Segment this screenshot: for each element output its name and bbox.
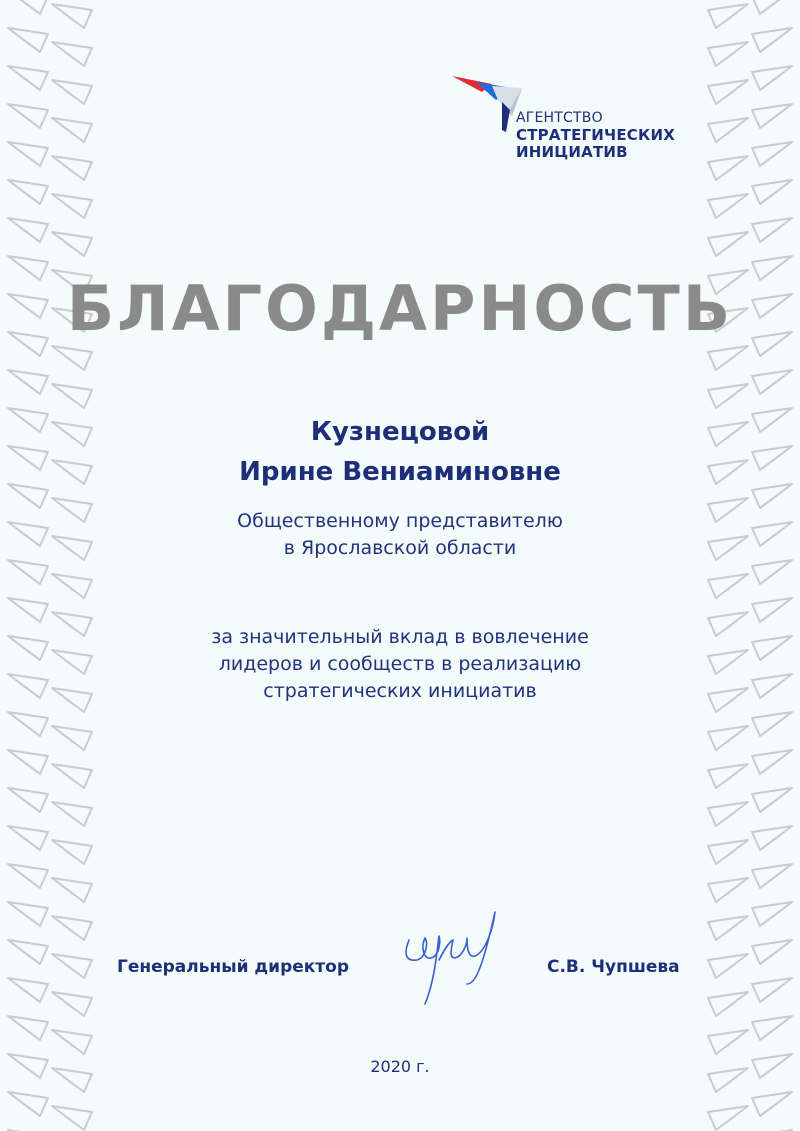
border-chevron xyxy=(52,4,92,28)
certificate-title: БЛАГОДАРНОСТЬ xyxy=(66,272,734,345)
border-chevron xyxy=(708,346,748,370)
border-chevron xyxy=(52,916,92,940)
border-chevron xyxy=(752,104,792,128)
border-chevron xyxy=(52,954,92,978)
border-chevron xyxy=(8,370,48,394)
border-chevron xyxy=(708,1106,748,1130)
border-chevron xyxy=(708,840,748,864)
decorative-border-left xyxy=(0,0,100,1131)
border-chevron xyxy=(708,1030,748,1054)
border-chevron xyxy=(52,346,92,370)
logo-line-agency: АГЕНТСТВО xyxy=(516,110,603,126)
border-chevron xyxy=(8,180,48,204)
border-chevron xyxy=(708,916,748,940)
logo-line-strategic: СТРАТЕГИЧЕСКИХ xyxy=(516,126,675,144)
border-chevron xyxy=(8,978,48,1002)
border-chevron xyxy=(52,764,92,788)
border-chevron xyxy=(708,878,748,902)
border-chevron xyxy=(752,66,792,90)
border-chevron xyxy=(752,598,792,622)
border-chevron xyxy=(752,1016,792,1040)
recipient-given-name: Ирине Вениаминовне xyxy=(239,457,561,487)
border-chevron xyxy=(752,180,792,204)
border-chevron xyxy=(8,750,48,774)
border-chevron xyxy=(8,1016,48,1040)
border-chevron xyxy=(708,232,748,256)
border-chevron xyxy=(52,384,92,408)
border-chevron xyxy=(52,840,92,864)
border-chevron xyxy=(752,370,792,394)
border-chevron xyxy=(708,194,748,218)
border-chevron xyxy=(8,826,48,850)
border-chevron xyxy=(752,712,792,736)
border-chevron xyxy=(752,864,792,888)
reason-line-2: лидеров и сообществ в реализацию xyxy=(218,653,582,675)
border-chevron xyxy=(52,42,92,66)
logo-arrow-icon xyxy=(452,72,524,132)
border-chevron xyxy=(708,42,748,66)
border-chevron xyxy=(52,726,92,750)
border-chevron xyxy=(8,28,48,52)
border-chevron xyxy=(708,574,748,598)
reason-line-3: стратегических инициатив xyxy=(263,680,537,702)
handwritten-signature xyxy=(395,900,505,1010)
border-chevron xyxy=(52,1106,92,1130)
border-chevron xyxy=(52,802,92,826)
border-chevron xyxy=(752,826,792,850)
logo-wordmark xyxy=(516,110,675,161)
border-chevron xyxy=(708,726,748,750)
border-chevron xyxy=(752,560,792,584)
border-chevron xyxy=(708,764,748,788)
border-chevron xyxy=(8,0,48,14)
border-chevron xyxy=(708,992,748,1016)
border-chevron xyxy=(52,80,92,104)
border-chevron xyxy=(708,384,748,408)
border-chevron xyxy=(752,142,792,166)
border-chevron xyxy=(708,4,748,28)
border-chevron xyxy=(52,118,92,142)
reason-line-1: за значительный вклад в вовлечение xyxy=(211,626,589,648)
border-chevron xyxy=(8,940,48,964)
border-chevron xyxy=(752,940,792,964)
border-chevron xyxy=(708,156,748,180)
border-chevron xyxy=(8,902,48,926)
border-chevron xyxy=(8,560,48,584)
border-chevron xyxy=(752,218,792,242)
border-chevron xyxy=(708,954,748,978)
border-chevron xyxy=(8,218,48,242)
border-chevron xyxy=(752,28,792,52)
border-chevron xyxy=(52,878,92,902)
certificate-year: 2020 г. xyxy=(370,1057,430,1076)
logo-line-initiatives: ИНИЦИАТИВ xyxy=(516,143,628,161)
position-line-1: Общественному представителю xyxy=(237,510,563,532)
border-chevron xyxy=(752,1092,792,1116)
border-chevron xyxy=(8,712,48,736)
border-chevron xyxy=(752,788,792,812)
border-chevron xyxy=(708,118,748,142)
border-chevron xyxy=(8,598,48,622)
border-chevron xyxy=(52,1030,92,1054)
border-chevron xyxy=(52,232,92,256)
recipient-name xyxy=(0,412,800,492)
border-chevron xyxy=(708,80,748,104)
border-chevron xyxy=(8,788,48,812)
border-chevron xyxy=(8,104,48,128)
border-chevron xyxy=(8,1092,48,1116)
decorative-border-right xyxy=(700,0,800,1131)
award-reason xyxy=(0,624,800,705)
signatory-title: Генеральный директор xyxy=(117,957,350,977)
border-chevron xyxy=(52,992,92,1016)
border-chevron xyxy=(752,902,792,926)
position-line-2: в Ярославской области xyxy=(283,537,517,559)
border-chevron xyxy=(8,142,48,166)
border-chevron xyxy=(708,802,748,826)
border-chevron xyxy=(8,66,48,90)
border-chevron xyxy=(52,194,92,218)
border-chevron xyxy=(752,0,792,14)
border-chevron xyxy=(752,750,792,774)
border-chevron xyxy=(8,864,48,888)
recipient-position xyxy=(0,508,800,562)
recipient-surname: Кузнецовой xyxy=(310,417,490,447)
signatory-name: С.В. Чупшева xyxy=(547,957,680,977)
border-chevron xyxy=(52,156,92,180)
border-chevron xyxy=(52,574,92,598)
agency-logo xyxy=(452,72,692,172)
border-chevron xyxy=(752,978,792,1002)
